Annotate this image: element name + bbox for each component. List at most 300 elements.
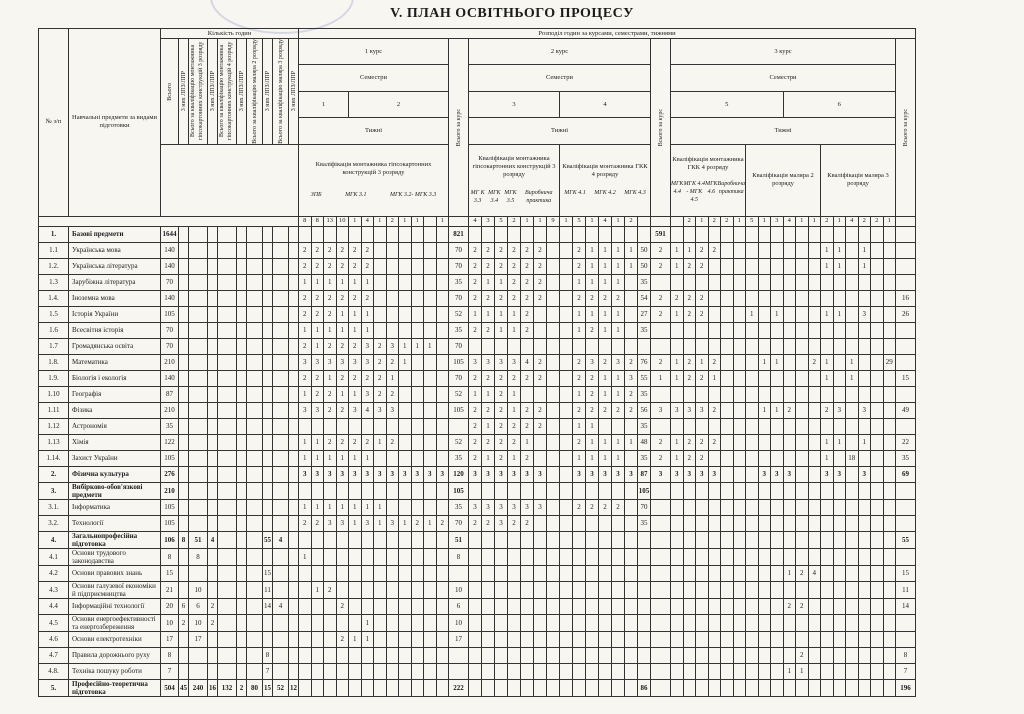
hours-cell [846,258,859,274]
hours-cell [247,499,263,515]
hours-cell: 2 [495,434,508,450]
hours-cell [289,663,299,679]
hours-cell [858,565,871,581]
hours-cell [821,226,834,242]
hours-cell [482,338,495,354]
hours-cell [651,418,671,434]
hours-cell [299,482,312,499]
hours-cell [683,499,696,515]
hours-cell [273,499,289,515]
hours-cell [896,548,916,565]
hours-cell: 2 [521,515,534,531]
hours-cell [721,354,734,370]
hours-cell [721,679,734,696]
hours-cell [883,306,896,322]
hours-cell: 35 [449,322,469,338]
table-row [39,548,916,565]
hours-cell: 10 [189,614,208,631]
hours-cell: 2 [436,515,449,531]
hours-cell [758,614,771,631]
hours-cell [671,679,684,696]
hours-cell: 4 [808,565,821,581]
hours-cell [833,370,846,386]
hours-cell [586,647,599,663]
hours-cell [411,402,424,418]
hours-cell: 2 [508,242,521,258]
header-sub-4: 3 них ЛПЗ/ЛПР [237,39,247,145]
hours-cell: 2 [469,274,482,290]
hours-cell [247,548,263,565]
hours-cell [289,354,299,370]
hours-cell [808,290,821,306]
hours-cell: 2 [612,290,625,306]
hours-cell [273,242,289,258]
hours-cell [671,515,684,531]
hours-cell [871,515,884,531]
hours-cell [871,450,884,466]
hours-cell [189,499,208,515]
hours-cell [625,322,638,338]
hours-cell [374,418,387,434]
hours-cell [521,598,534,614]
hours-cell [189,515,208,531]
hours-cell [625,531,638,548]
hours-cell [508,565,521,581]
hours-cell [218,370,237,386]
hours-cell [671,418,684,434]
hours-cell [374,226,387,242]
header-qual-4: Кваліфікація монтажника ГКК 4 розряду МГК 4.4 МГК 4.4 - МГК 4.5 МГК 4.6 Виробнича практика [671,144,746,216]
hours-cell [733,663,746,679]
week-number-cell: 1 [833,216,846,226]
hours-cell [482,548,495,565]
hours-cell [386,548,399,565]
hours-cell [289,515,299,531]
hours-cell [311,418,324,434]
hours-cell [883,679,896,696]
hours-cell [883,581,896,598]
header-course-1: 1 курс [299,39,449,65]
hours-cell [436,565,449,581]
hours-cell [289,565,299,581]
hours-cell [846,242,859,258]
hours-cell: 3 [599,466,612,482]
week-number-cell: 8 [299,216,312,226]
table-row [39,322,916,338]
hours-cell [746,258,759,274]
hours-cell [612,614,625,631]
hours-cell: 48 [638,434,651,450]
hours-cell [411,418,424,434]
hours-cell [733,402,746,418]
hours-cell: 1 [349,450,362,466]
hours-cell [796,418,809,434]
hours-cell [273,466,289,482]
hours-cell [311,598,324,614]
hours-cell: 2 [495,402,508,418]
hours-cell [495,581,508,598]
hours-cell [808,531,821,548]
hours-cell [612,647,625,663]
hours-cell [671,386,684,402]
hours-cell: 3 [534,499,547,515]
hours-cell: 2 [796,598,809,614]
hours-cell [208,418,218,434]
hours-cell [858,531,871,548]
hours-cell [547,450,560,466]
hours-cell [796,548,809,565]
hours-cell [721,274,734,290]
week-number-cell: 1 [521,216,534,226]
hours-cell [424,663,437,679]
hours-cell: 49 [896,402,916,418]
hours-cell [612,598,625,614]
hours-cell [573,482,586,499]
hours-cell: 2 [469,242,482,258]
hours-cell [521,565,534,581]
hours-cell: 1 [599,306,612,322]
hours-cell: 1 [612,242,625,258]
hours-cell [625,226,638,242]
hours-cell [796,434,809,450]
hours-cell [424,418,437,434]
hours-cell [638,663,651,679]
hours-cell [273,290,289,306]
hours-cell: 2 [469,370,482,386]
hours-cell [771,258,784,274]
hours-cell: 2 [521,274,534,290]
hours-cell: 3 [311,402,324,418]
hours-cell: 1 [612,258,625,274]
hours-cell [263,290,273,306]
hours-cell: 70 [161,274,179,290]
hours-cell [625,548,638,565]
hours-cell [721,226,734,242]
hours-cell: 240 [189,679,208,696]
subject-name: Інформаційні технології [69,598,161,614]
hours-cell [179,565,189,581]
hours-cell [896,386,916,402]
hours-cell: 3 [469,499,482,515]
hours-cell: 1 [599,434,612,450]
hours-cell [399,663,412,679]
hours-cell: 2 [495,258,508,274]
hours-cell [237,581,247,598]
hours-cell [218,402,237,418]
hours-cell: 2 [521,258,534,274]
hours-cell [796,258,809,274]
hours-cell [436,581,449,598]
hours-cell: 3 [299,354,312,370]
hours-cell [374,565,387,581]
header-qual-3: Кваліфікація монтажника ГКК 4 розряду МГК 4.1 МГК 4.2 МГК 4.3 [560,144,651,216]
hours-cell: 1 [671,258,684,274]
hours-cell: 3 [374,466,387,482]
hours-cell [399,242,412,258]
hours-cell: 70 [449,370,469,386]
hours-cell: 2 [586,322,599,338]
hours-cell [436,679,449,696]
hours-cell [758,663,771,679]
hours-cell [237,386,247,402]
hours-cell [179,290,189,306]
hours-cell [721,338,734,354]
hours-cell [336,418,349,434]
hours-cell [349,679,362,696]
hours-cell [771,499,784,515]
row-number: 1.13 [39,434,69,450]
hours-cell [179,548,189,565]
hours-cell [846,565,859,581]
hours-cell [247,598,263,614]
header-sub-5: Всього за кваліфікацію маляра 2 розряду [247,39,263,145]
hours-cell: 55 [896,531,916,548]
hours-cell [399,450,412,466]
hours-cell [189,354,208,370]
hours-cell [189,663,208,679]
hours-cell [708,499,721,515]
hours-cell [896,482,916,499]
hours-cell: 1 [495,274,508,290]
week-number-cell: 1 [399,216,412,226]
row-number: 4. [39,531,69,548]
hours-cell: 1 [508,402,521,418]
hours-cell [349,647,362,663]
hours-cell [311,614,324,631]
hours-cell [833,679,846,696]
hours-cell: 1 [821,242,834,258]
hours-cell [534,614,547,631]
hours-cell [808,322,821,338]
hours-cell [436,338,449,354]
hours-cell [846,598,859,614]
hours-cell [871,338,884,354]
hours-cell [436,386,449,402]
hours-cell [399,614,412,631]
hours-cell: 1 [336,386,349,402]
hours-cell [683,679,696,696]
hours-cell: 2 [482,434,495,450]
hours-cell [218,306,237,322]
hours-cell [883,531,896,548]
hours-cell: 140 [161,242,179,258]
hours-cell [521,548,534,565]
hours-cell: 1 [858,242,871,258]
hours-cell [671,274,684,290]
header-hours-blank [161,144,299,216]
hours-cell: 3 [469,466,482,482]
hours-cell: 3 [758,466,771,482]
hours-cell: 3 [436,466,449,482]
hours-cell [560,418,573,434]
hours-cell [821,581,834,598]
hours-cell [771,647,784,663]
hours-cell [821,614,834,631]
table-row [39,581,916,598]
hours-cell [625,631,638,647]
hours-cell: 1 [324,499,337,515]
hours-cell [746,354,759,370]
hours-cell [883,647,896,663]
hours-cell [871,614,884,631]
hours-cell [696,581,709,598]
table-row [39,434,916,450]
hours-cell [179,386,189,402]
table-row [39,450,916,466]
hours-cell [883,614,896,631]
hours-cell [179,499,189,515]
hours-cell: 1 [311,450,324,466]
hours-cell [871,418,884,434]
hours-cell [534,548,547,565]
hours-cell [247,565,263,581]
hours-cell [208,290,218,306]
week-number-cell [671,216,684,226]
hours-cell: 2 [651,306,671,322]
hours-cell [411,258,424,274]
hours-cell [508,663,521,679]
hours-cell [349,482,362,499]
hours-cell [612,631,625,647]
hours-cell: 1 [336,499,349,515]
hours-cell: 2 [625,402,638,418]
hours-cell [833,531,846,548]
hours-cell [783,290,796,306]
hours-cell: 22 [896,434,916,450]
hours-cell [573,663,586,679]
hours-cell [696,418,709,434]
hours-cell: 1 [374,515,387,531]
hours-cell [424,647,437,663]
hours-cell [708,631,721,647]
week-number-cell: 4 [469,216,482,226]
hours-cell [237,354,247,370]
hours-cell: 1 [311,338,324,354]
hours-cell [808,679,821,696]
hours-cell [612,548,625,565]
hours-cell: 1 [821,370,834,386]
hours-cell [469,647,482,663]
hours-cell [733,515,746,531]
hours-cell [495,531,508,548]
hours-cell: 2 [708,242,721,258]
hours-cell [696,482,709,499]
hours-cell [796,482,809,499]
hours-cell [683,338,696,354]
subject-name: Базові предмети [69,226,161,242]
hours-cell [883,434,896,450]
hours-cell: 1 [846,370,859,386]
hours-cell [796,466,809,482]
hours-cell [218,482,237,499]
hours-cell [436,418,449,434]
hours-cell [771,515,784,531]
hours-cell: 3 [411,466,424,482]
hours-cell [560,631,573,647]
hours-cell: 1 [671,242,684,258]
hours-cell [289,306,299,322]
hours-cell: 2 [374,338,387,354]
hours-cell [638,548,651,565]
hours-cell [237,482,247,499]
hours-cell: 55 [638,370,651,386]
hours-cell [560,499,573,515]
hours-cell [208,274,218,290]
hours-cell [386,581,399,598]
hours-cell: 1 [833,306,846,322]
hours-cell [696,531,709,548]
hours-cell [424,531,437,548]
week-number-cell: 4 [599,216,612,226]
hours-cell: 1 [299,386,312,402]
hours-cell [599,631,612,647]
hours-cell [508,598,521,614]
hours-cell: 821 [449,226,469,242]
hours-cell [534,434,547,450]
hours-cell [671,663,684,679]
hours-cell: 2 [586,499,599,515]
hours-cell [896,614,916,631]
hours-cell: 12 [289,679,299,696]
week-number-cell: 5 [495,216,508,226]
hours-cell [247,614,263,631]
hours-cell: 3 [625,370,638,386]
hours-cell [612,515,625,531]
hours-cell: 2 [411,515,424,531]
header-qual-1: Кваліфікація монтажника гіпсокартонних конструкцій 3 розряду ЗПБ МГК 3.1 МГК 3.2- МГК 3.3 [299,144,449,216]
hours-cell [424,226,437,242]
hours-cell [436,354,449,370]
hours-cell: 1 [482,418,495,434]
hours-cell [708,548,721,565]
subject-name: Географія [69,386,161,402]
hours-cell [560,386,573,402]
row-number: 4.5 [39,614,69,631]
hours-cell: 3 [324,354,337,370]
hours-cell: 2 [311,515,324,531]
subject-name: Правила дорожнього руху [69,647,161,663]
header-hours: Кількість годин [161,29,299,39]
hours-cell [721,581,734,598]
hours-cell [721,515,734,531]
hours-cell [858,370,871,386]
hours-cell [783,631,796,647]
hours-cell: 1 [361,274,374,290]
hours-cell: 2 [573,258,586,274]
hours-cell [796,386,809,402]
hours-cell [625,647,638,663]
hours-cell [871,598,884,614]
hours-cell: 3 [586,466,599,482]
row-number: 4.8. [39,663,69,679]
hours-cell [808,631,821,647]
hours-cell [796,370,809,386]
hours-cell: 15 [896,565,916,581]
hours-cell [386,226,399,242]
hours-cell [796,631,809,647]
hours-cell [436,647,449,663]
hours-cell [361,679,374,696]
hours-cell [651,482,671,499]
hours-cell: 1 [482,386,495,402]
hours-cell [436,499,449,515]
hours-cell: 3 [821,466,834,482]
hours-cell [833,515,846,531]
hours-cell [547,614,560,631]
row-number: 4.3 [39,581,69,598]
hours-cell [796,322,809,338]
hours-cell [411,306,424,322]
